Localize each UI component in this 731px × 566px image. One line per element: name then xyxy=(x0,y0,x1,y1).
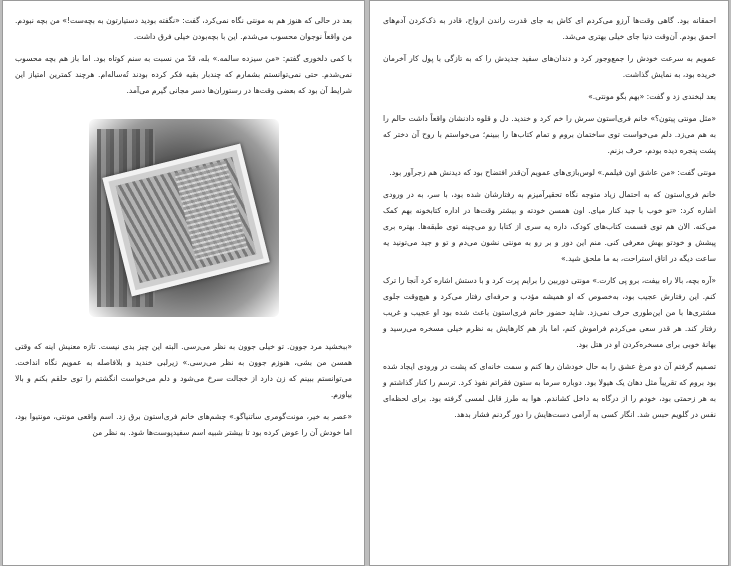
left-paragraph-1: بعد در حالی که هنوز هم به مونتی نگاه نمی‌کرد، گفت: «نگفته بودید دستیارتون به بچه‌ست!» من بچه نبودم. من واقعاً نوجوان محسوب می‌شدم. این با بچه‌بودن خیلی فرق داشت. xyxy=(15,16,352,41)
left-paragraph-4: «عصر به خیر، مونت‌گومری ساتنیاگو.» چشم‌های خانم فری‌استون برق زد. اسم واقعی مونتی، مونتیوا بود، اما خودش آن را عوض کرده بود تا بیشتر شبیه اسم سفیدپوست‌ها شود. به نظر من xyxy=(15,412,352,437)
right-paragraph-2: عمویم به سرعت خودش را جمع‌وجور کرد و دندان‌های سفید جدیدش را که به تازگی با پول کار آخرمان خریده بود، به نمایش گذاشت. xyxy=(383,54,716,79)
right-paragraph-6: خانم فری‌استون که به احتمال زیاد متوجه نگاه تحقیرآمیزم به رفتارشان شده بود، با سر، به در ورودی اشاره کرد: «تو خوب با جید کنار میای. اون همسن خودته و بیشتر وقت‌ها در اداره کتابخونه بهم کمک می‌کنه. الان هم توی قسمت کتاب‌های کودک، داره یه سری از کتابا رو می‌چینه توی طبقه‌ها. بهتره بری پیشش و خودتو بهش معرفی کنی. منم این دور و بر رو به مونتی نشون می‌دم و تو و جید می‌تونید یه ساعت دیگه در اتاق استراحت، به ما ملحق شید.» xyxy=(383,190,716,263)
right-paragraph-7: «آره بچه، بالا راه بیفت، برو پی کارت.» مونتی دوربین را برایم پرت کرد و با دستش اشاره کرد آنجا را ترک کنم. این رفتارش عجیب بود، به‌خصوص که او همیشه مؤدب و حرفه‌ای رفتار می‌کرد و هیچ‌وقت جلوی مشتری‌ها با من این‌طوری حرف نمی‌زد. شاید حضور خانم فری‌استون باعث شده بود او عجیب و غریب رفتار کند. هر قدر سعی می‌کردم فراموش کنم، اما باز هم کارهایش به نظرم خیلی مسخره می‌رسید و بهانهٔ خوبی برای مسخره‌کردن او در هتل بود. xyxy=(383,276,716,349)
book-illustration xyxy=(89,119,279,317)
right-paragraph-5: مونتی گفت: «من عاشق اون فیلمم.» لوس‌بازی‌های عمویم آن‌قدر افتضاح بود که دیدنش هم زجرآور بود. xyxy=(389,168,716,177)
right-page xyxy=(369,0,729,566)
left-paragraph-2: با کمی دلخوری گفتم: «من سیزده سالمه.» بله، قدّ من نسبت به سنم کوتاه بود. اما باز هم بچه محسوب نمی‌شدم. حتی نمی‌توانستم بشمارم که چندبار بقیه فکر کرده بودند تُه‌ساله‌ام. هرچند کمترین امتیاز این شرایط آن بود که بعضی وقت‌ها در رستوران‌ها دسر مجانی گیرم می‌آمد. xyxy=(15,54,352,95)
right-paragraph-3: بعد لبخندی زد و گفت: «بهم بگو مونتی.» xyxy=(588,92,716,101)
right-paragraph-8: تصمیم گرفتم آن دو مرغ عشق را به حال خودشان رها کنم و سمت خانه‌ای که پشت در ورودی ایجاد شده بود بروم که تقریباً مثل دهان یک هیولا بود. دوباره سرما به ستون فقراتم نفوذ کرد. ترسم را کنار گذاشتم و به هر زحمتی بود، خودم را از درگاه به داخل کشاندم. هوا به طرز قابل لمسی گرفته بود. برای لحظه‌ای نفس در گلویم حبس شد. انگار کسی به آرامی دست‌هایش را دور گردنم فشار بدهد. xyxy=(383,362,716,419)
left-paragraph-3: «ببخشید مرد جوون. تو خیلی جوون به نظر می‌رسی. البته این چیز بدی نیست. تازه معنیش اینه که وقتی همسن من بشی، هنوزم جوون به نظر می‌رسی.» زیرلبی خندید و بلافاصله به عمویم نگاه انداخت. می‌توانستم ببینم که زن دارد از خجالت سرخ می‌شود و دلم می‌خواست انگشتم را توی حلقم بکنم و بالا بیاورم. xyxy=(15,342,352,399)
right-paragraph-4: «مثل مونتی پیتون؟» خانم فری‌استون سرش را خم کرد و خندید. دل و قلوه دادنشان واقعاً داشت حالم را به هم می‌زد. دلم می‌خواست توی ساختمان بروم و تمام کتاب‌ها را ببینم؛ می‌خواستم با روح آن دختر که پشت پنجره دیده بودم، حرف بزنم. xyxy=(383,114,716,155)
right-paragraph-1: احمقانه بود. گاهی وقت‌ها آرزو می‌کردم ای کاش به جای قدرت راندن ارواح، قادر به ذک‌کردن آدم‌های احمق بودم. آن‌وقت دنیا جای خیلی بهتری می‌شد. xyxy=(383,16,716,41)
left-page xyxy=(2,0,365,566)
